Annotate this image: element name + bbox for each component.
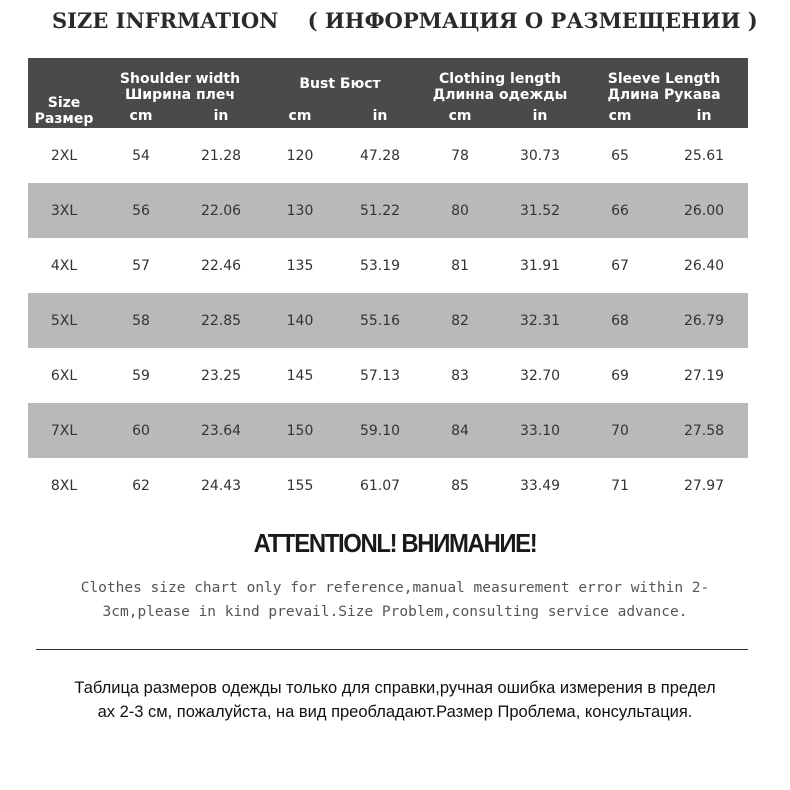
bust-header [260, 58, 420, 104]
measurement-cell: 24.43 [182, 458, 260, 513]
measurement-cell: 61.07 [340, 458, 420, 513]
measurement-cell: 120 [260, 128, 340, 183]
measurement-cell: 58 [100, 293, 182, 348]
measurement-cell: 32.70 [500, 348, 580, 403]
measurement-cell: 21.28 [182, 128, 260, 183]
measurement-cell: 66 [580, 183, 660, 238]
measurement-cell: 84 [420, 403, 500, 458]
sleeve-length-header-ru: Длина Рукава [607, 87, 721, 103]
unit-header-in: in [660, 104, 748, 128]
unit-header-cm: cm [100, 104, 182, 128]
measurement-cell: 26.40 [660, 238, 748, 293]
measurement-cell: 23.64 [182, 403, 260, 458]
measurement-cell: 31.91 [500, 238, 580, 293]
table-row [28, 403, 748, 458]
table-row [28, 183, 748, 238]
unit-header-cm: cm [420, 104, 500, 128]
size-cell: 5XL [28, 293, 100, 348]
measurement-cell: 71 [580, 458, 660, 513]
measurement-cell: 83 [420, 348, 500, 403]
size-cell: 2XL [28, 128, 100, 183]
measurement-cell: 70 [580, 403, 660, 458]
page-title [52, 8, 758, 38]
measurement-cell: 60 [100, 403, 182, 458]
measurement-cell: 25.61 [660, 128, 748, 183]
size-cell: 4XL [28, 238, 100, 293]
measurement-cell: 22.85 [182, 293, 260, 348]
measurement-cell: 135 [260, 238, 340, 293]
measurement-cell: 155 [260, 458, 340, 513]
attention-heading: ATTENTIONL! ВНИМАНИЕ! [253, 528, 537, 558]
unit-header-in: in [182, 104, 260, 128]
measurement-cell: 54 [100, 128, 182, 183]
shoulder-width-header [100, 58, 260, 104]
measurement-cell: 27.19 [660, 348, 748, 403]
shoulder-width-header-ru: Ширина плеч [125, 87, 235, 103]
measurement-cell: 81 [420, 238, 500, 293]
measurement-cell: 80 [420, 183, 500, 238]
table-row [28, 348, 748, 403]
measurement-cell: 31.52 [500, 183, 580, 238]
measurement-cell: 32.31 [500, 293, 580, 348]
russian-disclaimer-line: Таблица размеров одежды только для справки,ручная ошибка измерения в предел [74, 679, 716, 697]
measurement-cell: 150 [260, 403, 340, 458]
clothing-length-header-ru: Длинна одежды [432, 87, 568, 103]
clothing-length-header-en: Clothing length [439, 71, 561, 87]
measurement-cell: 26.00 [660, 183, 748, 238]
measurement-cell: 55.16 [340, 293, 420, 348]
english-disclaimer [30, 576, 760, 624]
size-header-ru: Размер [34, 111, 94, 127]
unit-header-in: in [500, 104, 580, 128]
divider-line [36, 649, 748, 650]
measurement-cell: 68 [580, 293, 660, 348]
table-row [28, 238, 748, 293]
measurement-cell: 59.10 [340, 403, 420, 458]
english-disclaimer-line: 3cm,please in kind prevail.Size Problem,consulting service advance. [102, 604, 688, 620]
title-english: SIZE INFRMATION [52, 8, 279, 33]
size-header-en: Size [47, 95, 81, 111]
title-russian: ( ИНФОРМАЦИЯ О РАЗМЕЩЕНИИ ) [307, 8, 758, 33]
measurement-cell: 59 [100, 348, 182, 403]
measurement-cell: 33.10 [500, 403, 580, 458]
russian-disclaimer [20, 676, 770, 724]
measurement-cell: 33.49 [500, 458, 580, 513]
size-table [28, 58, 748, 513]
table-row [28, 458, 748, 513]
measurement-cell: 145 [260, 348, 340, 403]
measurement-cell: 23.25 [182, 348, 260, 403]
unit-header-cm: cm [580, 104, 660, 128]
measurement-cell: 22.06 [182, 183, 260, 238]
measurement-cell: 140 [260, 293, 340, 348]
measurement-cell: 85 [420, 458, 500, 513]
measurement-cell: 67 [580, 238, 660, 293]
measurement-cell: 56 [100, 183, 182, 238]
russian-disclaimer-line: ах 2-3 см, пожалуйста, на вид преобладают.Размер Проблема, консультация. [97, 703, 693, 721]
measurement-cell: 53.19 [340, 238, 420, 293]
bust-header-en: Bust Бюст [299, 76, 381, 92]
size-column-header [28, 58, 100, 128]
measurement-cell: 26.79 [660, 293, 748, 348]
measurement-cell: 27.97 [660, 458, 748, 513]
measurement-cell: 27.58 [660, 403, 748, 458]
unit-header-in: in [340, 104, 420, 128]
size-cell: 3XL [28, 183, 100, 238]
measurement-cell: 69 [580, 348, 660, 403]
size-cell: 6XL [28, 348, 100, 403]
sleeve-length-header-en: Sleeve Length [607, 71, 721, 87]
measurement-cell: 47.28 [340, 128, 420, 183]
measurement-cell: 82 [420, 293, 500, 348]
table-body [28, 128, 748, 513]
table-row [28, 293, 748, 348]
measurement-cell: 30.73 [500, 128, 580, 183]
measurement-cell: 65 [580, 128, 660, 183]
measurement-cell: 22.46 [182, 238, 260, 293]
measurement-cell: 78 [420, 128, 500, 183]
unit-header-cm: cm [260, 104, 340, 128]
measurement-cell: 51.22 [340, 183, 420, 238]
size-cell: 8XL [28, 458, 100, 513]
measurement-cell: 130 [260, 183, 340, 238]
measurement-cell: 57 [100, 238, 182, 293]
sleeve-length-header [580, 58, 748, 104]
measurement-cell: 57.13 [340, 348, 420, 403]
clothing-length-header [420, 58, 580, 104]
measurement-cell: 62 [100, 458, 182, 513]
size-cell: 7XL [28, 403, 100, 458]
shoulder-width-header-en: Shoulder width [119, 71, 241, 87]
table-row [28, 128, 748, 183]
english-disclaimer-line: Clothes size chart only for reference,manual measurement error within 2- [80, 580, 710, 596]
table-header [28, 58, 748, 128]
